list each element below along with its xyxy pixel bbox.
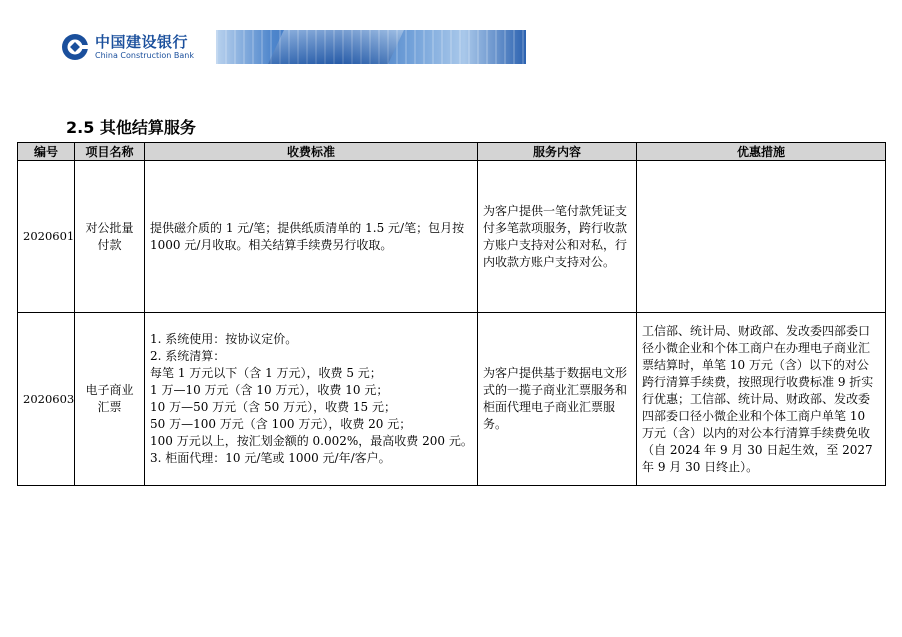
row-code: 2020603 (18, 313, 75, 486)
header-banner-image (216, 30, 526, 64)
table-row (18, 161, 886, 313)
fee-line: 10 万—50 万元（含 50 万元），收费 15 元； (150, 400, 396, 414)
fee-line: 50 万—100 万元（含 100 万元），收费 20 元； (150, 417, 412, 431)
ccb-logo-icon (60, 32, 90, 62)
bank-logo (58, 28, 216, 66)
row-name: 电子商业汇票 (75, 313, 145, 486)
logo-chinese-name: 中国建设银行 (95, 32, 189, 51)
section-title: 2.5 其他结算服务 (66, 118, 196, 137)
logo-english-name: China Construction Bank (95, 50, 194, 60)
table-row (18, 313, 886, 486)
column-header-discount: 优惠措施 (637, 143, 886, 161)
column-header-code: 编号 (18, 143, 75, 161)
row-fee (145, 161, 478, 313)
row-service: 为客户提供基于数据电文形式的一揽子商业汇票服务和柜面代理电子商业汇票服务。 (478, 313, 637, 486)
row-discount: 工信部、统计局、财政部、发改委四部委口径小微企业和个体工商户在办理电子商业汇票结算时，单笔 10 万元（含）以下的对公跨行清算手续费，按照现行收费标准 9 折实行优惠；工信部、统计局、财政部、发改委四部委口径小微企业和个体工商户单笔 10 万元（含）以内的对公本行清算手续费免收（自 2024 年 9 月 30 日起生效，至 2027 年 9 月 30 日终止）。 (637, 313, 886, 486)
fee-line: 3. 柜面代理：10 元/笔或 1000 元/年/客户。 (150, 451, 391, 465)
row-discount (637, 161, 886, 313)
row-fee (145, 313, 478, 486)
row-service: 为客户提供一笔付款凭证支付多笔款项服务，跨行收款方账户支持对公和对私，行内收款方账户支持对公。 (478, 161, 637, 313)
row-code: 2020601 (18, 161, 75, 313)
column-header-service: 服务内容 (478, 143, 637, 161)
fee-line: 1 万—10 万元（含 10 万元），收费 10 元； (150, 383, 389, 397)
table-header-row (18, 143, 886, 161)
row-name: 对公批量付款 (75, 161, 145, 313)
column-header-fee: 收费标准 (145, 143, 478, 161)
fee-line: 提供磁介质的 1 元/笔；提供纸质清单的 1.5 元/笔；包月按 1000 元/月收取。相关结算手续费另行收取。 (150, 220, 465, 252)
fee-line: 100 万元以上，按汇划金额的 0.002%，最高收费 200 元。 (150, 434, 473, 448)
column-header-name: 项目名称 (75, 143, 145, 161)
fee-line: 2. 系统清算： (150, 349, 226, 363)
page-header (58, 28, 526, 66)
fee-table (17, 142, 886, 486)
fee-line: 每笔 1 万元以下（含 1 万元），收费 5 元； (150, 366, 382, 380)
fee-line: 1. 系统使用：按协议定价。 (150, 332, 298, 346)
